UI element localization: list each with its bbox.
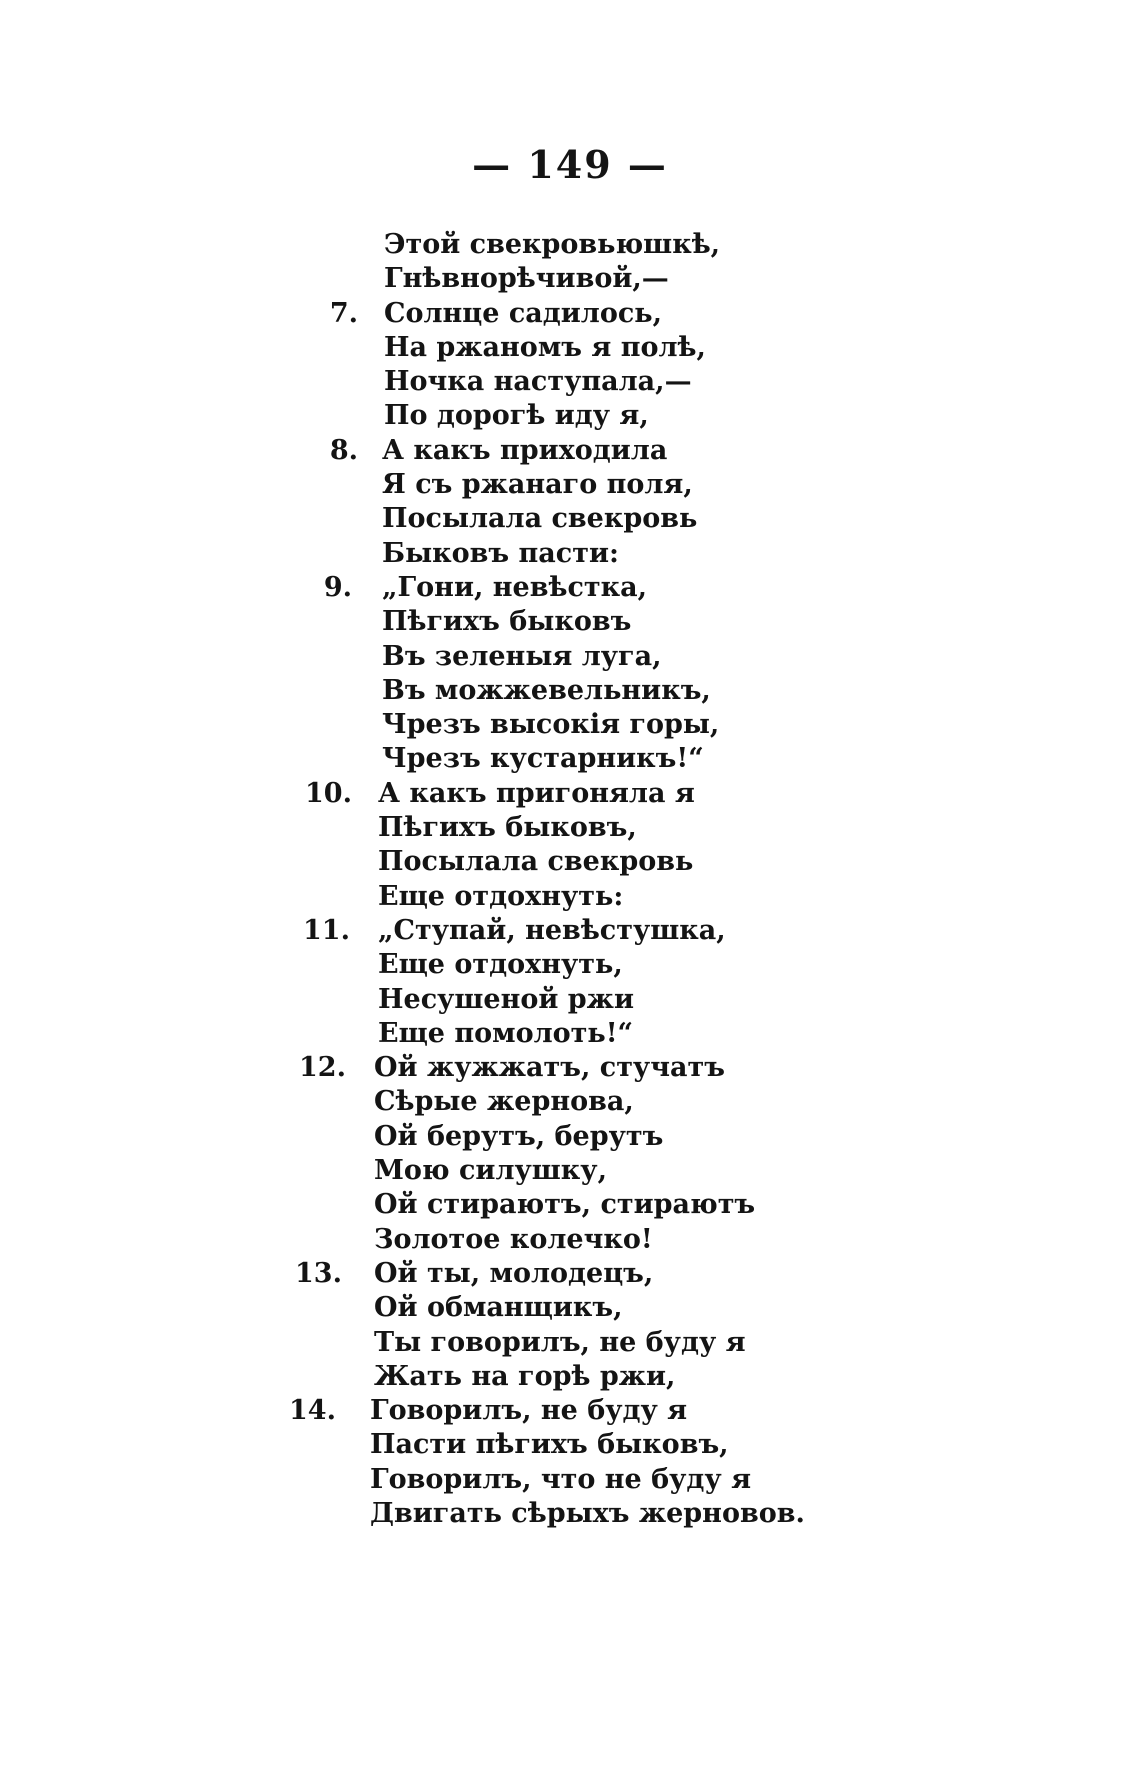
stanza-number: 9. — [323, 571, 352, 603]
poem-line — [0, 1223, 1140, 1257]
poem-line-text: Ой жужжатъ, стучатъ — [374, 1052, 725, 1084]
poem-line-text: Говорилъ, что не буду я — [370, 1463, 752, 1495]
poem-line — [0, 228, 1140, 262]
poem-line-text: Въ можжевельникъ, — [382, 674, 711, 706]
poem-line-text: Пасти пѣгихъ быковъ, — [370, 1429, 729, 1461]
poem-line-text: Жать на горѣ ржи, — [374, 1360, 676, 1392]
poem-line-text: Несушеной ржи — [378, 983, 634, 1015]
poem-line — [0, 468, 1140, 502]
poem-line — [0, 331, 1140, 365]
poem-line — [0, 1326, 1140, 1360]
poem-line — [0, 605, 1140, 639]
poem-text — [0, 228, 1140, 1531]
poem-line — [0, 742, 1140, 776]
poem-line — [0, 434, 1140, 468]
poem-line-text: Еще отдохнуть: — [378, 880, 624, 912]
poem-line — [0, 1394, 1140, 1428]
poem-line — [0, 1291, 1140, 1325]
poem-line — [0, 1428, 1140, 1462]
poem-line — [0, 777, 1140, 811]
poem-line — [0, 811, 1140, 845]
poem-line-text: Посылала свекровь — [382, 503, 698, 535]
poem-line-text: „Ступай, невѣстушка, — [378, 914, 726, 946]
poem-line-text: Ой берутъ, берутъ — [374, 1120, 664, 1152]
poem-line — [0, 297, 1140, 331]
poem-line — [0, 571, 1140, 605]
poem-line — [0, 880, 1140, 914]
poem-line-text: Ой обманщикъ, — [374, 1292, 623, 1324]
stanza-number: 12. — [299, 1052, 346, 1084]
poem-line — [0, 537, 1140, 571]
poem-line-text: Ой стираютъ, стираютъ — [374, 1189, 756, 1221]
poem-line — [0, 914, 1140, 948]
poem-line — [0, 1085, 1140, 1119]
poem-line — [0, 1463, 1140, 1497]
poem-line-text: Двигать сѣрыхъ жерновов. — [370, 1497, 805, 1529]
poem-line-text: Ой ты, молодецъ, — [374, 1257, 654, 1289]
poem-line — [0, 845, 1140, 879]
poem-line — [0, 1188, 1140, 1222]
poem-line — [0, 399, 1140, 433]
poem-line-text: Чрезъ высокія горы, — [382, 709, 720, 741]
poem-line — [0, 1497, 1140, 1531]
poem-line-text: Въ зеленыя луга, — [382, 640, 662, 672]
poem-line — [0, 1154, 1140, 1188]
poem-line — [0, 674, 1140, 708]
poem-line-text: Я съ ржанаго поля, — [382, 469, 693, 501]
page-number: — 149 — — [472, 142, 668, 187]
stanza-number: 8. — [329, 434, 358, 466]
poem-line — [0, 1017, 1140, 1051]
poem-line — [0, 948, 1140, 982]
poem-line — [0, 1257, 1140, 1291]
poem-line — [0, 640, 1140, 674]
poem-line-text: Говорилъ, не буду я — [370, 1395, 688, 1427]
poem-line — [0, 262, 1140, 296]
stanza-number: 11. — [303, 914, 350, 946]
poem-line — [0, 1120, 1140, 1154]
poem-line-text: Пѣгихъ быковъ, — [378, 812, 637, 844]
poem-line — [0, 983, 1140, 1017]
poem-line-text: А какъ пригоняла я — [378, 777, 695, 809]
poem-line-text: Чрезъ кустарникъ!“ — [382, 743, 704, 775]
poem-line-text: Мою силушку, — [374, 1155, 607, 1187]
poem-line-text: Гнѣвнорѣчивой,— — [384, 263, 669, 295]
poem-line-text: Солнце садилось, — [384, 297, 662, 329]
stanza-number: 14. — [289, 1395, 336, 1427]
poem-line-text: Ты говорилъ, не буду я — [374, 1326, 746, 1358]
poem-line — [0, 1360, 1140, 1394]
poem-line — [0, 502, 1140, 536]
poem-line — [0, 1051, 1140, 1085]
poem-line-text: Золотое колечко! — [374, 1223, 653, 1255]
stanza-number: 10. — [305, 777, 352, 809]
poem-line-text: Еще отдохнуть, — [378, 949, 623, 981]
poem-line-text: А какъ приходила — [382, 434, 668, 466]
poem-line-text: „Гони, невѣстка, — [382, 571, 648, 603]
stanza-number: 7. — [329, 297, 358, 329]
poem-line-text: По дорогѣ иду я, — [384, 400, 649, 432]
poem-line-text: Сѣрые жернова, — [374, 1086, 634, 1118]
poem-line-text: Быковъ пасти: — [382, 537, 619, 569]
poem-line-text: Еще помолоть!“ — [378, 1017, 634, 1049]
poem-line — [0, 708, 1140, 742]
poem-line-text: Ночка наступала,— — [384, 366, 692, 398]
poem-line-text: Этой свекровьюшкѣ, — [384, 229, 721, 260]
poem-line-text: На ржаномъ я полѣ, — [384, 331, 706, 363]
poem-line-text: Посылала свекровь — [378, 846, 694, 878]
stanza-number: 13. — [295, 1257, 342, 1289]
poem-line-text: Пѣгихъ быковъ — [382, 606, 632, 638]
poem-line — [0, 365, 1140, 399]
